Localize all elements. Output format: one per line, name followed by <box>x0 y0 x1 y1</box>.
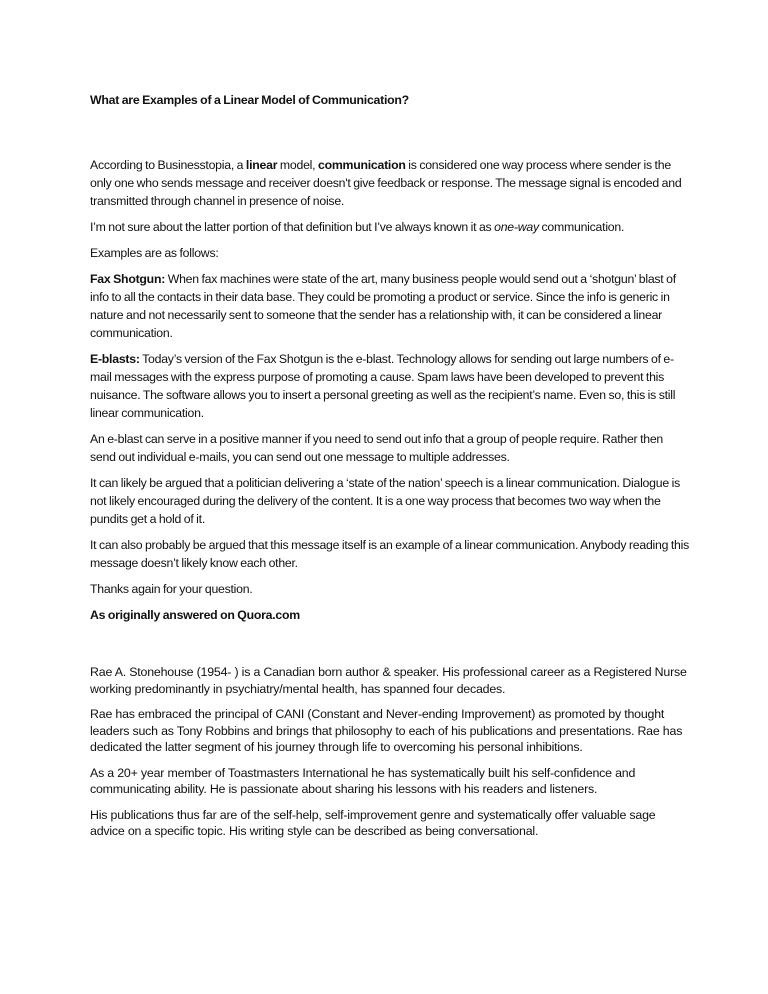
paragraph-e-blast-positive: An e-blast can serve in a positive manner if you need to send out info that a group of people require. Rather then send out individual e-mails, you can send out one message to multiple addresses. <box>90 432 663 464</box>
quora-answer <box>90 91 690 624</box>
bold-term-linear: linear <box>245 158 278 172</box>
paragraph-thanks: Thanks again for your question. <box>90 582 253 596</box>
paragraph-e-blasts <box>90 350 690 422</box>
paragraph-definition <box>90 156 690 210</box>
text: communication. <box>538 220 625 234</box>
text: model, <box>277 158 318 172</box>
bio-paragraph: Rae has embraced the principal of CANI (Constant and Never-ending Improvement) as promoted by thought leaders such as Tony Robbins and brings that philosophy to each of his publications and presentations. Rae has dedicated the latter segment of his journey through life to overcoming his personal inhibitions. <box>90 707 683 754</box>
italic-term-one-way: one-way <box>494 220 539 234</box>
paragraph-one-way <box>90 218 690 236</box>
bio-paragraph: As a 20+ year member of Toastmasters International he has systematically built his self-confidence and communicating ability. He is passionate about sharing his lessons with his readers and listeners. <box>90 765 636 796</box>
paragraph-fax-shotgun <box>90 270 690 342</box>
paragraph-politician: It can likely be argued that a politician delivering a ‘state of the nation’ speech is a linear communication. Dialogue is not likely encouraged during the delivery of the content. It is a one way process that becomes two way when the pundits get a hold of it. <box>90 476 680 526</box>
author-bio <box>90 664 690 840</box>
bold-term-communication: communication <box>317 158 406 172</box>
spacer <box>90 117 690 156</box>
paragraph-this-message: It can also probably be argued that this message itself is an example of a linear communication. Anybody reading this message doesn’t likely know each other. <box>90 538 690 570</box>
quora-attribution: As originally answered on Quora.com <box>90 608 300 622</box>
bio-paragraph: Rae A. Stonehouse (1954- ) is a Canadian born author & speaker. His professional career as a Registered Nurse working predominantly in psychiatry/mental health, has spanned four decades. <box>90 665 687 696</box>
text: I’m not sure about the latter portion of that definition but I’ve always known it as <box>90 220 495 234</box>
e-blasts-label: E-blasts: <box>90 352 140 366</box>
document-body <box>90 91 690 849</box>
text: According to Businesstopia, a <box>90 158 246 172</box>
text: Today’s version of the Fax Shotgun is the e-blast. Technology allows for sending out large numbers of e-mail messages with the express purpose of promoting a cause. Spam laws have been developed to prevent this nuisance. The software allows you to insert a personal greeting as well as the recipient’s name. Even so, this is still linear communication. <box>90 352 676 420</box>
paragraph-examples-intro: Examples are as follows: <box>90 246 219 260</box>
bio-paragraph: His publications thus far are of the self-help, self-improvement genre and systematically offer valuable sage advice on a specific topic. His writing style can be described as being conversational. <box>90 807 656 838</box>
text: When fax machines were state of the art, many business people would send out a ‘shotgun’ blast of info to all the contacts in their data base. They could be promoting a product or service. Since the info is generic in nature and not necessarily sent to someone that the sender has a relationship with, it can be considered a linear communication. <box>90 272 676 340</box>
fax-shotgun-label: Fax Shotgun: <box>90 272 166 286</box>
text: is considered one way process where sender is the only one who sends message and receiver doesn't give feedback or response. The message signal is encoded and transmitted through channel in presence of noise. <box>90 158 682 208</box>
page-title: What are Examples of a Linear Model of Communication? <box>90 93 409 107</box>
